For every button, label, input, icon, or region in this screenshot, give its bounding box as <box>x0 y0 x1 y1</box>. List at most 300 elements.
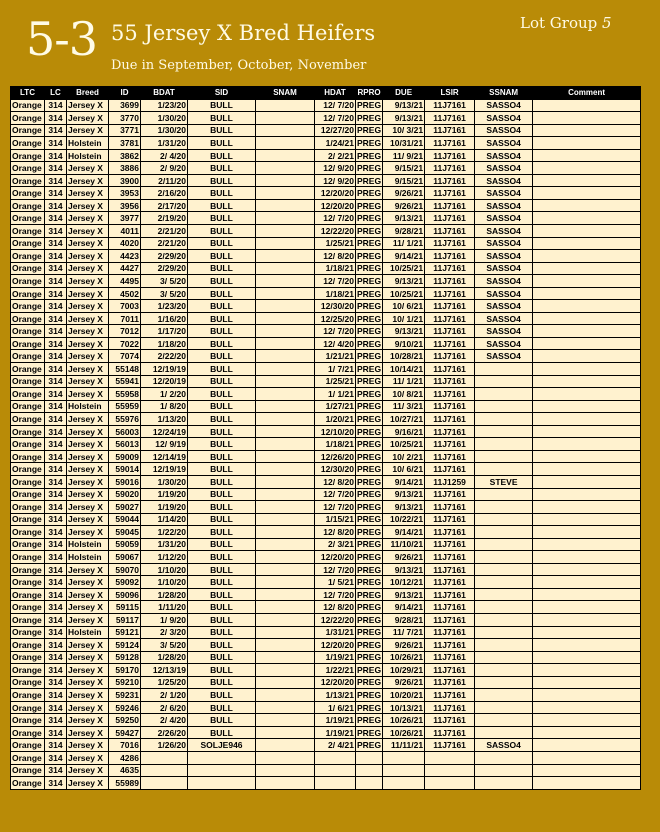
cell-breed: Jersey X <box>67 124 109 137</box>
cell-comment <box>533 312 641 325</box>
cell-hdat <box>315 764 356 777</box>
cell-lsir: 11J7161 <box>425 149 475 162</box>
cell-ltc: Orange <box>11 350 45 363</box>
table-row <box>11 689 641 702</box>
cell-comment <box>533 350 641 363</box>
cell-id: 3771 <box>109 124 141 137</box>
cell-lc: 314 <box>45 262 67 275</box>
table-row <box>11 225 641 238</box>
cell-sid: BULL <box>188 425 256 438</box>
cell-breed: Jersey X <box>67 689 109 702</box>
cell-rpro: PREG <box>357 589 382 600</box>
cell-sid: BULL <box>188 639 256 652</box>
cell-rpro: PREG <box>357 275 382 286</box>
cell-hdat: 12/ 7/20 <box>315 99 356 112</box>
cell-bdat: 2/17/20 <box>141 199 188 212</box>
cell-lc: 314 <box>45 689 67 702</box>
cell-id: 59210 <box>109 676 141 689</box>
cell-breed: Jersey X <box>67 413 109 426</box>
cell-hdat: 1/25/21 <box>315 375 356 388</box>
cell-ltc: Orange <box>11 162 45 175</box>
table-row <box>11 149 641 162</box>
cell-lc: 314 <box>45 375 67 388</box>
cell-due: 9/26/21 <box>383 639 425 652</box>
cell-due: 9/13/21 <box>383 275 425 288</box>
cell-ltc: Orange <box>11 475 45 488</box>
table-row <box>11 475 641 488</box>
cell-bdat: 1/28/20 <box>141 588 188 601</box>
cell-lc: 314 <box>45 601 67 614</box>
cell-ltc: Orange <box>11 601 45 614</box>
column-header-ssnam: SSNAM <box>475 87 533 100</box>
column-header-comment: Comment <box>533 87 641 100</box>
cell-due: 9/14/21 <box>383 601 425 614</box>
cell-due: 9/26/21 <box>383 551 425 564</box>
cell-bdat: 2/ 1/20 <box>141 689 188 702</box>
cell-breed: Holstein <box>67 551 109 564</box>
cell-ltc: Orange <box>11 337 45 350</box>
cell-breed: Jersey X <box>67 701 109 714</box>
cell-comment <box>533 764 641 777</box>
cell-lsir: 11J7161 <box>425 450 475 463</box>
cell-bdat: 1/16/20 <box>141 312 188 325</box>
cell-id: 3699 <box>109 99 141 112</box>
cell-bdat <box>141 764 188 777</box>
cell-lsir: 11J7161 <box>425 726 475 739</box>
column-header-due: DUE <box>383 87 425 100</box>
table-row <box>11 676 641 689</box>
cell-breed: Jersey X <box>67 501 109 514</box>
cell-sid: BULL <box>188 237 256 250</box>
cell-comment <box>533 400 641 413</box>
cell-hdat: 2/ 2/21 <box>315 149 356 162</box>
cell-due: 10/ 6/21 <box>383 300 425 313</box>
cell-bdat: 2/ 9/20 <box>141 162 188 175</box>
cell-lsir: 11J7161 <box>425 275 475 288</box>
cell-bdat: 12/19/19 <box>141 463 188 476</box>
cell-bdat <box>141 751 188 764</box>
cell-sid: SOLJE946 <box>188 739 256 752</box>
cell-rpro: PREG <box>357 401 382 412</box>
cell-breed: Jersey X <box>67 337 109 350</box>
cell-ltc: Orange <box>11 538 45 551</box>
cell-comment <box>533 651 641 664</box>
cell-rpro: PREG <box>357 552 382 562</box>
cell-breed: Jersey X <box>67 425 109 438</box>
cell-hdat: 12/30/20 <box>315 463 356 476</box>
cell-sid: BULL <box>188 212 256 225</box>
table-row <box>11 199 641 212</box>
cell-ssnam: SASSO4 <box>475 137 533 150</box>
cell-ltc: Orange <box>11 312 45 325</box>
table-row <box>11 287 641 300</box>
cell-due: 11/10/21 <box>383 538 425 551</box>
table-row <box>11 626 641 639</box>
cell-lsir: 11J7161 <box>425 613 475 626</box>
cell-sid <box>188 751 256 764</box>
cell-ssnam <box>475 777 533 790</box>
cell-sid: BULL <box>188 551 256 564</box>
cell-breed: Holstein <box>67 137 109 150</box>
cell-breed: Jersey X <box>67 601 109 614</box>
cell-sid: BULL <box>188 187 256 200</box>
cell-bdat: 1/18/20 <box>141 337 188 350</box>
cell-hdat: 1/31/21 <box>315 626 356 639</box>
cell-due: 10/ 8/21 <box>383 388 425 401</box>
lot-group-number: 5 <box>602 14 612 32</box>
cell-rpro: PREG <box>357 238 382 249</box>
table-row <box>11 312 641 325</box>
cell-lsir <box>425 777 475 790</box>
cell-sid: BULL <box>188 538 256 551</box>
cell-ltc: Orange <box>11 501 45 514</box>
cell-hdat: 1/ 5/21 <box>315 576 356 589</box>
cell-comment <box>533 149 641 162</box>
cell-ssnam <box>475 513 533 526</box>
cell-ssnam <box>475 588 533 601</box>
cell-bdat: 1/19/20 <box>141 501 188 514</box>
cell-due: 9/14/21 <box>383 475 425 488</box>
cell-due: 10/13/21 <box>383 701 425 714</box>
cell-snam <box>256 538 315 551</box>
cell-ssnam <box>475 626 533 639</box>
cell-bdat: 12/ 9/19 <box>141 438 188 451</box>
table-row <box>11 726 641 739</box>
cell-breed: Jersey X <box>67 99 109 112</box>
cell-sid: BULL <box>188 726 256 739</box>
lot-group-label: Lot Group <box>520 14 598 32</box>
cell-sid: BULL <box>188 689 256 702</box>
cell-id: 59027 <box>109 501 141 514</box>
cell-due: 9/28/21 <box>383 613 425 626</box>
cell-ltc: Orange <box>11 714 45 727</box>
cell-bdat: 1/14/20 <box>141 513 188 526</box>
cell-lc: 314 <box>45 588 67 601</box>
cell-rpro: PREG <box>357 225 382 236</box>
cell-ssnam <box>475 563 533 576</box>
table-row <box>11 275 641 288</box>
cell-comment <box>533 576 641 589</box>
cell-ssnam: SASSO4 <box>475 739 533 752</box>
cell-snam <box>256 250 315 263</box>
table-row <box>11 526 641 539</box>
cell-lc: 314 <box>45 112 67 125</box>
cell-ssnam <box>475 726 533 739</box>
cell-ltc: Orange <box>11 551 45 564</box>
cell-breed: Jersey X <box>67 275 109 288</box>
column-header-ltc: LTC <box>11 87 45 100</box>
cell-lc: 314 <box>45 664 67 677</box>
cell-lc: 314 <box>45 526 67 539</box>
table-row <box>11 651 641 664</box>
cell-ssnam <box>475 438 533 451</box>
cell-rpro: PREG <box>357 313 382 324</box>
cell-bdat: 2/11/20 <box>141 174 188 187</box>
cell-bdat: 1/ 2/20 <box>141 388 188 401</box>
cell-lsir: 11J7161 <box>425 463 475 476</box>
cell-rpro: PREG <box>357 451 382 462</box>
cell-id: 4427 <box>109 262 141 275</box>
cell-ssnam <box>475 538 533 551</box>
table-row <box>11 751 641 764</box>
cell-lsir <box>425 764 475 777</box>
cell-bdat: 1/26/20 <box>141 739 188 752</box>
cell-lsir: 11J7161 <box>425 538 475 551</box>
cell-ssnam <box>475 714 533 727</box>
cell-snam <box>256 751 315 764</box>
cell-sid: BULL <box>188 651 256 664</box>
column-header-bdat: BDAT <box>141 87 188 100</box>
cell-snam <box>256 450 315 463</box>
cell-breed: Jersey X <box>67 488 109 501</box>
cell-lsir: 11J7161 <box>425 664 475 677</box>
cell-comment <box>533 538 641 551</box>
cell-hdat: 1/19/21 <box>315 726 356 739</box>
table-wrapper <box>10 86 641 790</box>
cell-ssnam: SASSO4 <box>475 275 533 288</box>
cell-lc: 314 <box>45 501 67 514</box>
cell-due: 9/13/21 <box>383 588 425 601</box>
cell-snam <box>256 237 315 250</box>
cell-id: 59016 <box>109 475 141 488</box>
cell-breed: Jersey X <box>67 475 109 488</box>
cell-ssnam: SASSO4 <box>475 225 533 238</box>
cell-lc: 314 <box>45 764 67 777</box>
cell-due: 10/26/21 <box>383 726 425 739</box>
cell-lsir: 11J7161 <box>425 576 475 589</box>
heifer-table <box>10 86 641 790</box>
cell-rpro: PREG <box>357 100 382 111</box>
cell-due: 11/ 1/21 <box>383 375 425 388</box>
cell-hdat: 12/22/20 <box>315 613 356 626</box>
cell-hdat: 12/ 7/20 <box>315 588 356 601</box>
cell-lc: 314 <box>45 513 67 526</box>
cell-ltc: Orange <box>11 199 45 212</box>
cell-bdat: 1/12/20 <box>141 551 188 564</box>
column-header-hdat: HDAT <box>315 87 356 100</box>
cell-lc: 314 <box>45 475 67 488</box>
page-subtitle: Due in September, October, November <box>111 58 367 73</box>
cell-lsir: 11J1259 <box>425 475 475 488</box>
cell-comment <box>533 212 641 225</box>
cell-lc: 314 <box>45 225 67 238</box>
cell-lsir: 11J7161 <box>425 601 475 614</box>
cell-breed: Jersey X <box>67 212 109 225</box>
cell-sid: BULL <box>188 262 256 275</box>
cell-rpro: PREG <box>357 652 382 663</box>
cell-hdat: 12/ 8/20 <box>315 250 356 263</box>
cell-ssnam <box>475 613 533 626</box>
cell-rpro: PREG <box>357 489 382 500</box>
cell-sid: BULL <box>188 413 256 426</box>
cell-ltc: Orange <box>11 588 45 601</box>
cell-ssnam <box>475 450 533 463</box>
cell-bdat: 1/28/20 <box>141 651 188 664</box>
cell-snam <box>256 639 315 652</box>
cell-lsir: 11J7161 <box>425 187 475 200</box>
cell-lc: 314 <box>45 312 67 325</box>
cell-comment <box>533 99 641 112</box>
cell-lc: 314 <box>45 751 67 764</box>
cell-rpro: PREG <box>357 677 382 688</box>
cell-bdat <box>141 777 188 790</box>
cell-ltc: Orange <box>11 112 45 125</box>
cell-snam <box>256 714 315 727</box>
cell-ltc: Orange <box>11 388 45 401</box>
cell-ltc: Orange <box>11 626 45 639</box>
cell-lsir: 11J7161 <box>425 651 475 664</box>
cell-rpro: PREG <box>357 388 382 399</box>
cell-sid: BULL <box>188 576 256 589</box>
cell-snam <box>256 413 315 426</box>
cell-lc: 314 <box>45 739 67 752</box>
cell-lc: 314 <box>45 576 67 589</box>
cell-lsir: 11J7161 <box>425 689 475 702</box>
cell-comment <box>533 601 641 614</box>
table-row <box>11 563 641 576</box>
cell-comment <box>533 337 641 350</box>
cell-due: 10/27/21 <box>383 413 425 426</box>
cell-ltc: Orange <box>11 425 45 438</box>
cell-hdat: 12/27/20 <box>315 124 356 137</box>
cell-sid: BULL <box>188 526 256 539</box>
cell-comment <box>533 664 641 677</box>
cell-breed: Jersey X <box>67 463 109 476</box>
cell-sid: BULL <box>188 563 256 576</box>
cell-ltc: Orange <box>11 149 45 162</box>
cell-ltc: Orange <box>11 99 45 112</box>
cell-breed: Holstein <box>67 626 109 639</box>
cell-bdat: 12/24/19 <box>141 425 188 438</box>
cell-ssnam: SASSO4 <box>475 300 533 313</box>
cell-sid: BULL <box>188 225 256 238</box>
cell-id: 3886 <box>109 162 141 175</box>
cell-id: 59121 <box>109 626 141 639</box>
cell-ssnam: SASSO4 <box>475 325 533 338</box>
cell-id: 3956 <box>109 199 141 212</box>
table-row <box>11 701 641 714</box>
cell-id: 59170 <box>109 664 141 677</box>
cell-id: 7016 <box>109 739 141 752</box>
cell-due <box>383 777 425 790</box>
cell-due: 9/26/21 <box>383 187 425 200</box>
cell-lsir: 11J7161 <box>425 513 475 526</box>
cell-id: 55941 <box>109 375 141 388</box>
cell-due: 10/28/21 <box>383 350 425 363</box>
cell-id: 4635 <box>109 764 141 777</box>
cell-lsir: 11J7161 <box>425 287 475 300</box>
cell-ssnam <box>475 526 533 539</box>
cell-comment <box>533 463 641 476</box>
cell-comment <box>533 225 641 238</box>
cell-id: 55959 <box>109 400 141 413</box>
cell-comment <box>533 739 641 752</box>
cell-bdat: 1/30/20 <box>141 124 188 137</box>
cell-hdat: 12/20/20 <box>315 551 356 564</box>
cell-lc: 314 <box>45 538 67 551</box>
cell-breed: Jersey X <box>67 588 109 601</box>
cell-breed: Jersey X <box>67 751 109 764</box>
cell-comment <box>533 174 641 187</box>
table-row <box>11 501 641 514</box>
cell-snam <box>256 312 315 325</box>
cell-rpro: PREG <box>357 702 382 713</box>
cell-ssnam <box>475 363 533 376</box>
cell-id: 55989 <box>109 777 141 790</box>
cell-rpro: PREG <box>357 163 382 174</box>
cell-lsir: 11J7161 <box>425 375 475 388</box>
table-row <box>11 300 641 313</box>
cell-id: 3900 <box>109 174 141 187</box>
cell-bdat: 3/ 5/20 <box>141 275 188 288</box>
cell-lc: 314 <box>45 777 67 790</box>
cell-snam <box>256 124 315 137</box>
cell-snam <box>256 199 315 212</box>
cell-ssnam: SASSO4 <box>475 199 533 212</box>
cell-hdat: 2/ 3/21 <box>315 538 356 551</box>
cell-id: 59124 <box>109 639 141 652</box>
cell-ltc: Orange <box>11 513 45 526</box>
cell-breed: Jersey X <box>67 325 109 338</box>
cell-bdat: 2/29/20 <box>141 250 188 263</box>
cell-hdat: 12/ 8/20 <box>315 526 356 539</box>
cell-due <box>383 751 425 764</box>
cell-rpro: PREG <box>357 602 382 613</box>
cell-breed: Jersey X <box>67 576 109 589</box>
cell-ltc: Orange <box>11 726 45 739</box>
cell-ssnam: SASSO4 <box>475 237 533 250</box>
cell-due: 10/26/21 <box>383 714 425 727</box>
cell-lc: 314 <box>45 275 67 288</box>
cell-rpro: PREG <box>357 439 382 450</box>
cell-id: 7022 <box>109 337 141 350</box>
cell-id: 56003 <box>109 425 141 438</box>
cell-ssnam: SASSO4 <box>475 162 533 175</box>
cell-hdat: 12/20/20 <box>315 639 356 652</box>
cell-hdat: 12/ 4/20 <box>315 337 356 350</box>
cell-comment <box>533 526 641 539</box>
cell-id: 55976 <box>109 413 141 426</box>
cell-breed: Jersey X <box>67 199 109 212</box>
cell-bdat: 1/13/20 <box>141 413 188 426</box>
cell-ltc: Orange <box>11 212 45 225</box>
cell-lsir: 11J7161 <box>425 262 475 275</box>
cell-lsir: 11J7161 <box>425 563 475 576</box>
cell-rpro: PREG <box>357 250 382 261</box>
cell-due: 9/15/21 <box>383 162 425 175</box>
cell-ssnam <box>475 601 533 614</box>
cell-ssnam <box>475 400 533 413</box>
cell-breed: Holstein <box>67 149 109 162</box>
cell-ssnam: SASSO4 <box>475 149 533 162</box>
cell-id: 7003 <box>109 300 141 313</box>
cell-sid: BULL <box>188 137 256 150</box>
cell-due: 9/13/21 <box>383 563 425 576</box>
cell-ltc: Orange <box>11 739 45 752</box>
cell-lc: 314 <box>45 551 67 564</box>
cell-comment <box>533 613 641 626</box>
cell-id: 59045 <box>109 526 141 539</box>
cell-hdat: 12/ 7/20 <box>315 563 356 576</box>
cell-rpro: PREG <box>357 564 382 575</box>
cell-hdat: 12/ 7/20 <box>315 501 356 514</box>
cell-lc: 314 <box>45 714 67 727</box>
cell-bdat: 2/21/20 <box>141 237 188 250</box>
cell-comment <box>533 262 641 275</box>
cell-breed: Jersey X <box>67 438 109 451</box>
cell-snam <box>256 613 315 626</box>
cell-sid: BULL <box>188 300 256 313</box>
